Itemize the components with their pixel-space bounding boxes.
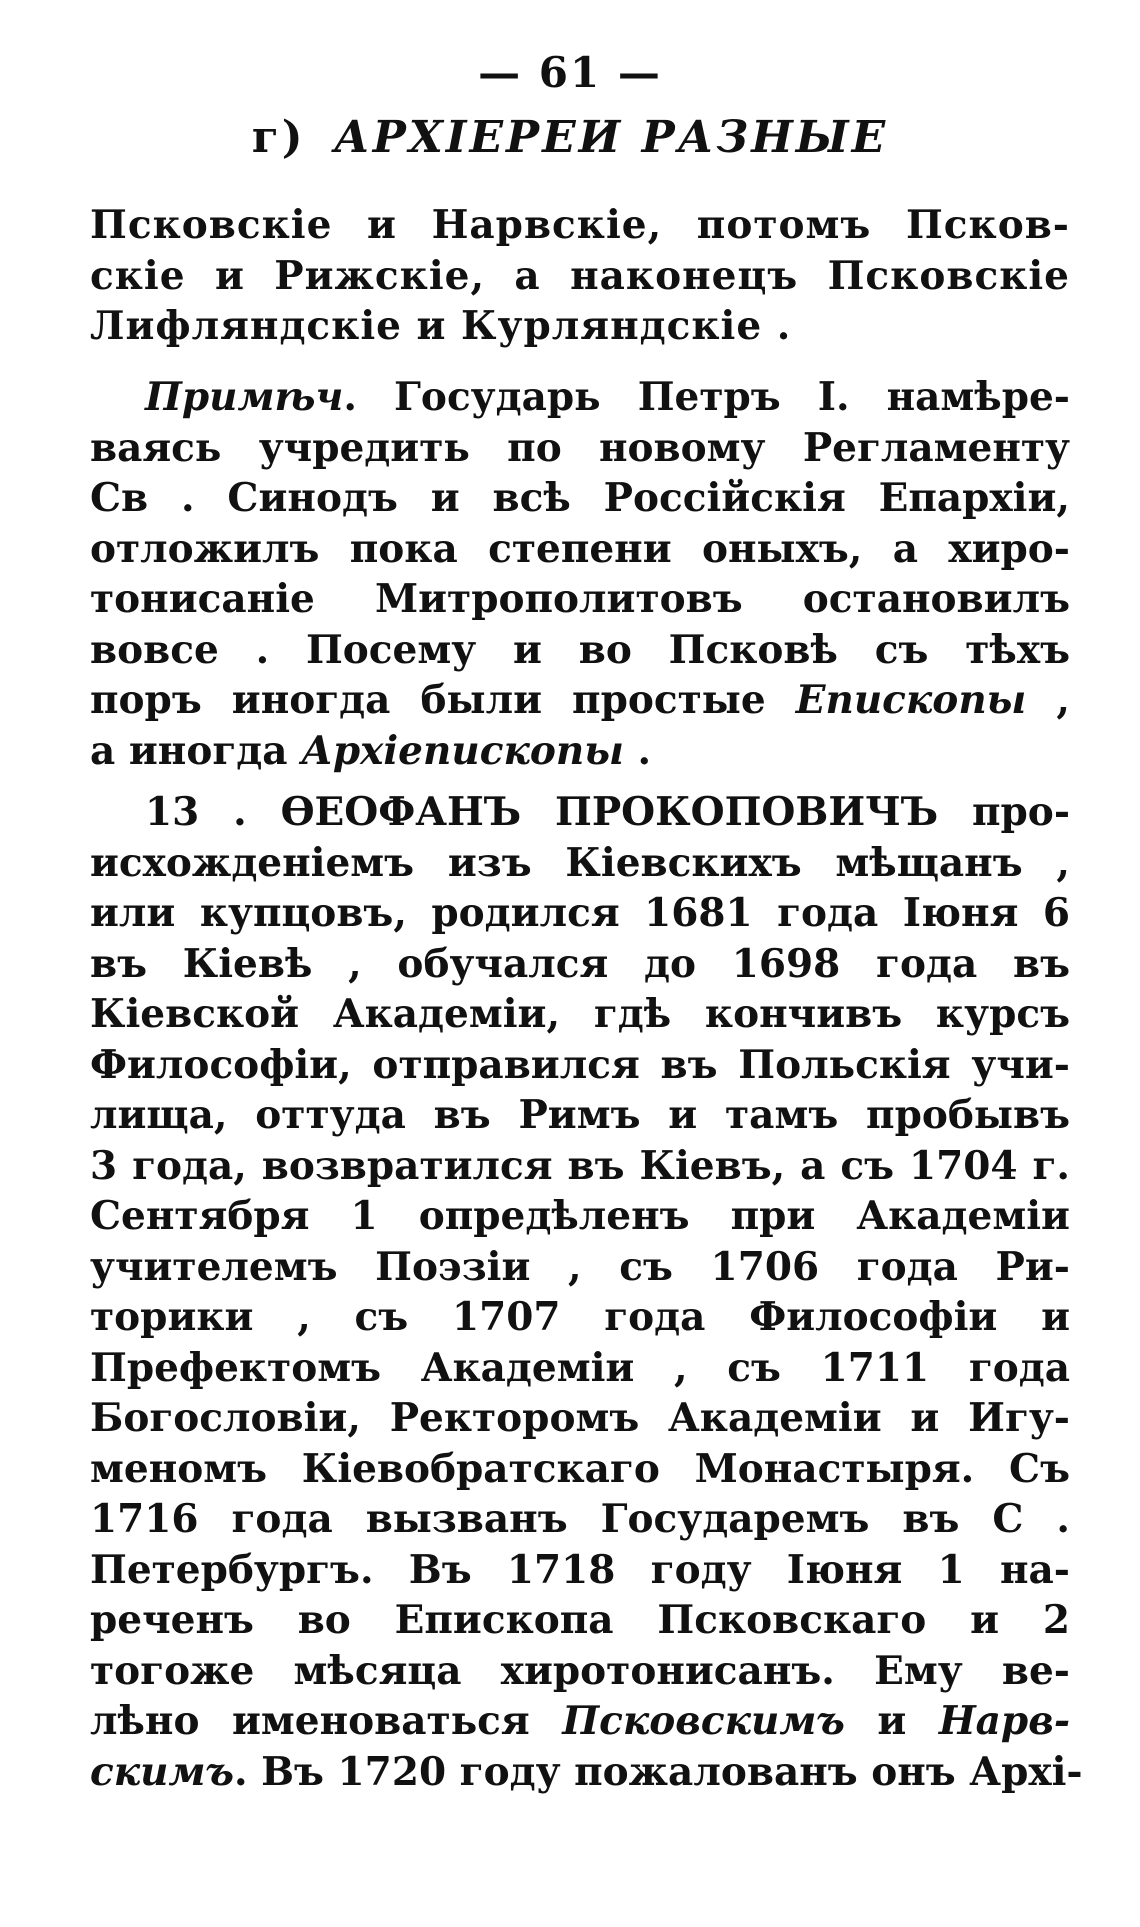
note-line: тонисаніе Митрополитовъ остановилъ — [90, 576, 1070, 622]
entry-line: реченъ во Епископа Псковскаго и 2 — [90, 1597, 1070, 1643]
entry-line — [90, 787, 1070, 838]
entry-line-text: про- — [938, 789, 1071, 835]
entry-line: 1716 года вызванъ Государемъ въ С . — [90, 1496, 1070, 1542]
note-italic-term: Архіепископы — [301, 727, 624, 774]
entry-line: Сентября 1 опредѣленъ при Академіи — [90, 1193, 1070, 1239]
intro-paragraph — [90, 200, 1070, 352]
note-line-text: . Государь Петръ I. намѣре- — [343, 374, 1070, 420]
entry-line: торики , съ 1707 года Философіи и — [90, 1294, 1070, 1340]
section-letter: г) — [251, 112, 306, 163]
note-paragraph — [90, 372, 1070, 776]
entry-line — [90, 1696, 1070, 1747]
entry-name: ѲЕОФАНЪ ПРОКОПОВИЧЪ — [280, 789, 939, 835]
entry-italic-title: Псковскимъ — [562, 1698, 845, 1744]
note-line — [90, 726, 1070, 777]
section-title: АРХІЕРЕИ РАЗНЫЕ — [333, 112, 889, 163]
note-line-text: а иногда — [90, 727, 302, 774]
entry-paragraph — [90, 787, 1083, 1797]
intro-line: скіе и Рижскіе, а наконецъ Псковскіе — [90, 252, 1070, 299]
entry-line-text: и — [844, 1698, 939, 1744]
note-line: отложилъ пока степени оныхъ, а хиро- — [90, 525, 1070, 572]
entry-line: Петербургъ. Въ 1718 году Іюня 1 на- — [90, 1546, 1070, 1593]
entry-line: или купцовъ, родился 1681 года Іюня 6 — [90, 890, 1070, 936]
note-line: вовсе . Посему и во Псковѣ съ тѣхъ — [90, 626, 1070, 673]
entry-line: меномъ Кіевобратскаго Монастыря. Съ — [90, 1445, 1070, 1492]
note-line: Св . Синодъ и всѣ Россійскія Епархіи, — [90, 475, 1070, 521]
note-line: ваясь учредить по новому Регламенту — [90, 424, 1070, 471]
entry-line-text: лѣно именоваться — [90, 1698, 563, 1744]
entry-line: Философіи, отправился въ Польскія учи- — [90, 1041, 1070, 1088]
entry-line: учителемъ Поэзіи , съ 1706 года Ри- — [90, 1243, 1070, 1290]
entry-line: 3 года, возвратился въ Кіевъ, а съ 1704 г. — [90, 1142, 1070, 1189]
note-line-text: поръ иногда были простые — [90, 677, 796, 723]
note-italic-term: Епископы — [795, 677, 1027, 723]
entry-line: лища, оттуда въ Римъ и тамъ пробывъ — [90, 1092, 1070, 1138]
section-heading — [0, 112, 1140, 163]
entry-line: Богословіи, Ректоромъ Академіи и Игу- — [90, 1395, 1070, 1441]
note-line-text: , — [1026, 677, 1070, 723]
entry-line: тогоже мѣсяца хиротонисанъ. Ему ве- — [90, 1647, 1070, 1694]
intro-line: Лифляндскіе и Курляндскіе . — [90, 303, 792, 349]
entry-number: 13 . — [145, 789, 247, 835]
entry-line — [90, 1747, 1083, 1798]
intro-line: Псковскіе и Нарвскіе, потомъ Псков- — [90, 202, 1070, 248]
note-line-text: . — [623, 727, 652, 774]
entry-italic-title: Нарв- — [938, 1698, 1070, 1744]
page-number: — 61 — — [478, 48, 662, 97]
entry-line-text: . Въ 1720 году пожалованъ онъ Архі- — [233, 1748, 1083, 1795]
note-line — [90, 675, 1070, 726]
entry-line: Префектомъ Академіи , съ 1711 года — [90, 1344, 1070, 1391]
entry-italic-title: скимъ — [90, 1748, 234, 1795]
entry-line: въ Кіевѣ , обучался до 1698 года въ — [90, 940, 1070, 987]
note-label: Примѣч — [145, 374, 344, 420]
entry-line: Кіевской Академіи, гдѣ кончивъ курсъ — [90, 991, 1070, 1037]
entry-line: исхожденіемъ изъ Кіевскихъ мѣщанъ , — [90, 839, 1070, 886]
note-line — [90, 372, 1070, 423]
